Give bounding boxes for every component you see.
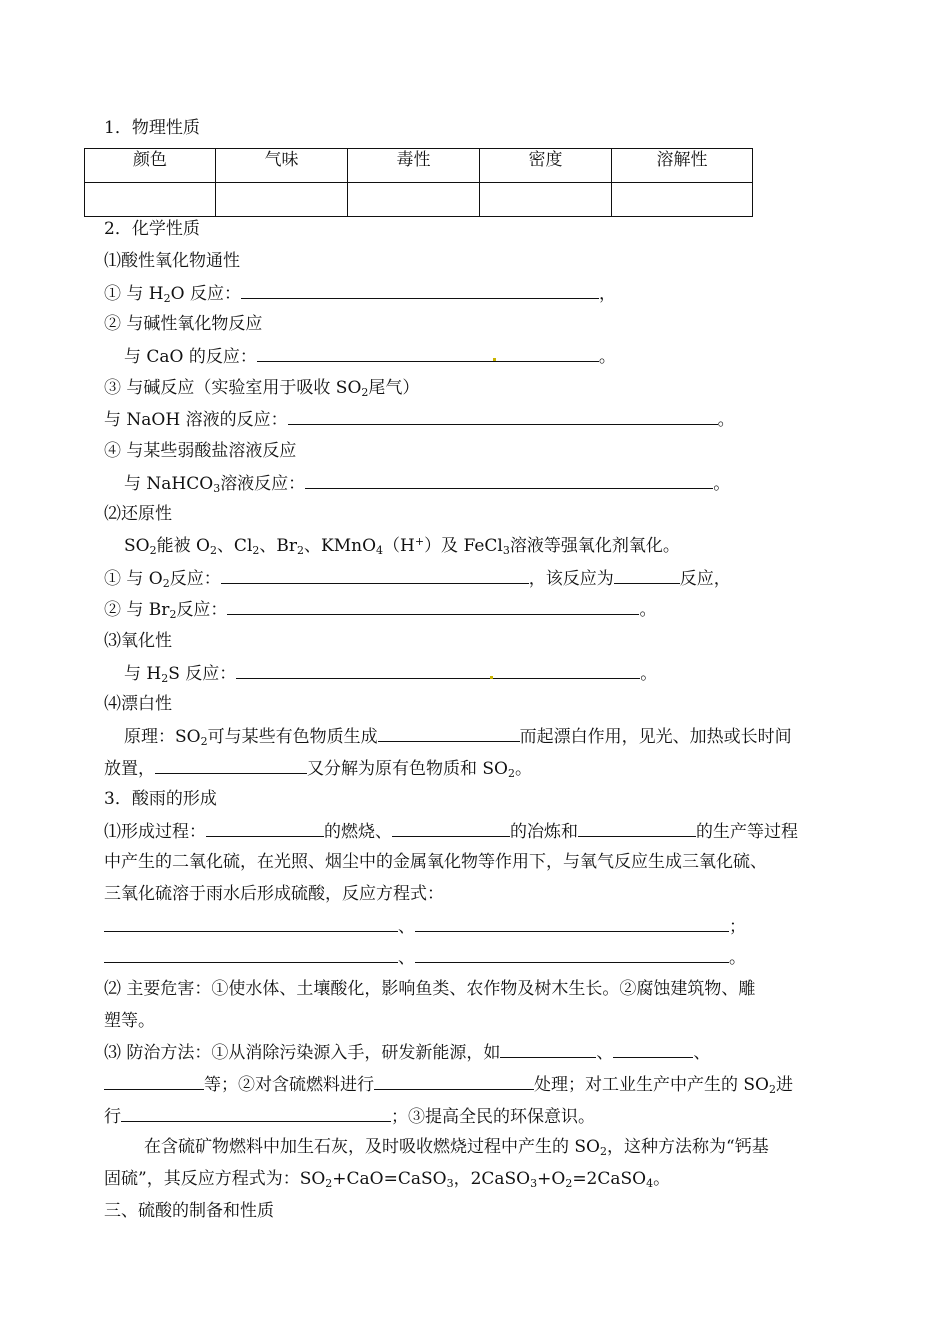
answer-cell[interactable] bbox=[216, 183, 348, 217]
section-acid-rain: 3．酸雨的形成 bbox=[104, 789, 217, 809]
table-answer-row bbox=[85, 183, 753, 217]
answer-blank[interactable] bbox=[500, 1041, 596, 1058]
formation-process: ⑴形成过程： 的燃烧、 的冶炼和 的生产等过程 bbox=[104, 822, 798, 842]
prevention-line-3: 行 ；③提高全民的环保意识。 bbox=[104, 1107, 595, 1127]
header-odor: 气味 bbox=[216, 149, 348, 183]
answer-blank[interactable] bbox=[221, 567, 529, 584]
answer-blank[interactable] bbox=[305, 472, 713, 489]
harm-line-1: ⑵ 主要危害：①使水体、土壤酸化，影响鱼类、农作物及树木生长。②腐蚀建筑物、雕 bbox=[104, 979, 756, 999]
answer-cell[interactable] bbox=[612, 183, 753, 217]
answer-blank[interactable] bbox=[578, 820, 696, 837]
answer-blank[interactable] bbox=[104, 915, 398, 932]
answer-cell[interactable] bbox=[348, 183, 480, 217]
subsection-oxidizability: ⑶氧化性 bbox=[104, 631, 172, 651]
answer-blank[interactable] bbox=[257, 345, 599, 362]
prevention-line-1: ⑶ 防治方法：①从消除污染源入手，研发新能源，如 、 、 bbox=[104, 1043, 711, 1063]
answer-blank[interactable] bbox=[415, 946, 729, 963]
bleaching-principle: 原理：$SO_2$可与某些有色物质生成 而起漂白作用，见光、加热或长时间 bbox=[124, 727, 792, 748]
answer-cell[interactable] bbox=[480, 183, 612, 217]
header-solubility: 溶解性 bbox=[612, 149, 753, 183]
item-cao-reaction: 与 CaO 的反应： 。 bbox=[124, 347, 616, 367]
answer-blank[interactable] bbox=[415, 915, 729, 932]
bleaching-principle-cont: 放置， 又分解为原有色物质和 $SO_2$。 bbox=[104, 759, 532, 780]
calcium-fixation-line-2: 固硫”，其反应方程式为：$SO_2+CaO=CaSO_3$，$2CaSO_3+O_2=2CaSO_4$。 bbox=[104, 1169, 671, 1190]
item-weak-acid-salt: ④ 与某些弱酸盐溶液反应 bbox=[104, 441, 297, 461]
subsection-acidic-oxide: ⑴酸性氧化物通性 bbox=[104, 251, 240, 271]
answer-blank[interactable] bbox=[614, 567, 680, 584]
answer-blank[interactable] bbox=[227, 598, 639, 615]
item-nahco3-reaction: 与 NaHCO$_3$溶液反应： 。 bbox=[124, 474, 731, 495]
section-physical-properties: 1．物理性质 bbox=[104, 118, 200, 138]
answer-blank[interactable] bbox=[613, 1041, 693, 1058]
answer-blank[interactable] bbox=[236, 662, 640, 679]
answer-blank[interactable] bbox=[374, 1073, 534, 1090]
answer-blank[interactable] bbox=[206, 820, 324, 837]
item-br2-reaction: ② 与 $Br_2$反应： 。 bbox=[104, 600, 657, 621]
prevention-line-2: 等；②对含硫燃料进行 处理；对工业生产中产生的 $SO_2$进 bbox=[104, 1073, 793, 1096]
item-water-reaction: ① 与 $H_2O$ 反应： ， bbox=[104, 284, 616, 305]
answer-blank[interactable] bbox=[155, 757, 307, 774]
stray-mark bbox=[490, 676, 493, 679]
physical-properties-table bbox=[84, 148, 753, 217]
item-naoh-reaction: 与 NaOH 溶液的反应： 。 bbox=[104, 410, 735, 430]
header-density: 密度 bbox=[480, 149, 612, 183]
item-o2-reaction: ① 与 $O_2$反应： ，该反应为 反应， bbox=[104, 569, 731, 590]
header-color: 颜色 bbox=[85, 149, 216, 183]
item-base-reaction: ③ 与碱反应（实验室用于吸收 $SO_2$尾气） bbox=[104, 378, 420, 399]
answer-blank[interactable] bbox=[121, 1105, 391, 1122]
formation-text-line3: 三氧化硫溶于雨水后形成硫酸，反应方程式： bbox=[104, 884, 444, 904]
table-header-row bbox=[85, 149, 753, 183]
answer-blank[interactable] bbox=[392, 820, 510, 837]
answer-blank[interactable] bbox=[378, 725, 520, 742]
formation-text-line2: 中产生的二氧化硫，在光照、烟尘中的金属氧化物等作用下，与氧气反应生成三氧化硫、 bbox=[104, 852, 767, 872]
answer-blank[interactable] bbox=[104, 946, 398, 963]
answer-blank[interactable] bbox=[288, 408, 718, 425]
harm-line-2: 塑等。 bbox=[104, 1011, 155, 1031]
section-sulfuric-acid: 三、硫酸的制备和性质 bbox=[104, 1201, 274, 1221]
subsection-bleaching: ⑷漂白性 bbox=[104, 694, 172, 714]
reducibility-description: $SO_2$能被 $O_2$、$Cl_2$、$Br_2$、KMnO$_4$（H+）及 FeCl$_3$溶液等强氧化剂氧化。 bbox=[124, 535, 680, 557]
answer-cell[interactable] bbox=[85, 183, 216, 217]
header-toxicity: 毒性 bbox=[348, 149, 480, 183]
stray-mark bbox=[493, 358, 496, 361]
calcium-fixation-line-1: 在含硫矿物燃料中加生石灰，及时吸收燃烧过程中产生的 $SO_2$，这种方法称为“钙基 bbox=[144, 1137, 769, 1158]
answer-blank[interactable] bbox=[241, 282, 599, 299]
equation-line-2: 、 。 bbox=[104, 946, 746, 969]
item-h2s-reaction: 与 $H_2S$ 反应： 。 bbox=[124, 664, 658, 685]
answer-blank[interactable] bbox=[104, 1073, 204, 1090]
subsection-reducibility: ⑵还原性 bbox=[104, 504, 172, 524]
section-chemical-properties: 2．化学性质 bbox=[104, 219, 200, 239]
equation-line-1: 、 ； bbox=[104, 915, 746, 938]
item-basic-oxide: ② 与碱性氧化物反应 bbox=[104, 314, 263, 334]
